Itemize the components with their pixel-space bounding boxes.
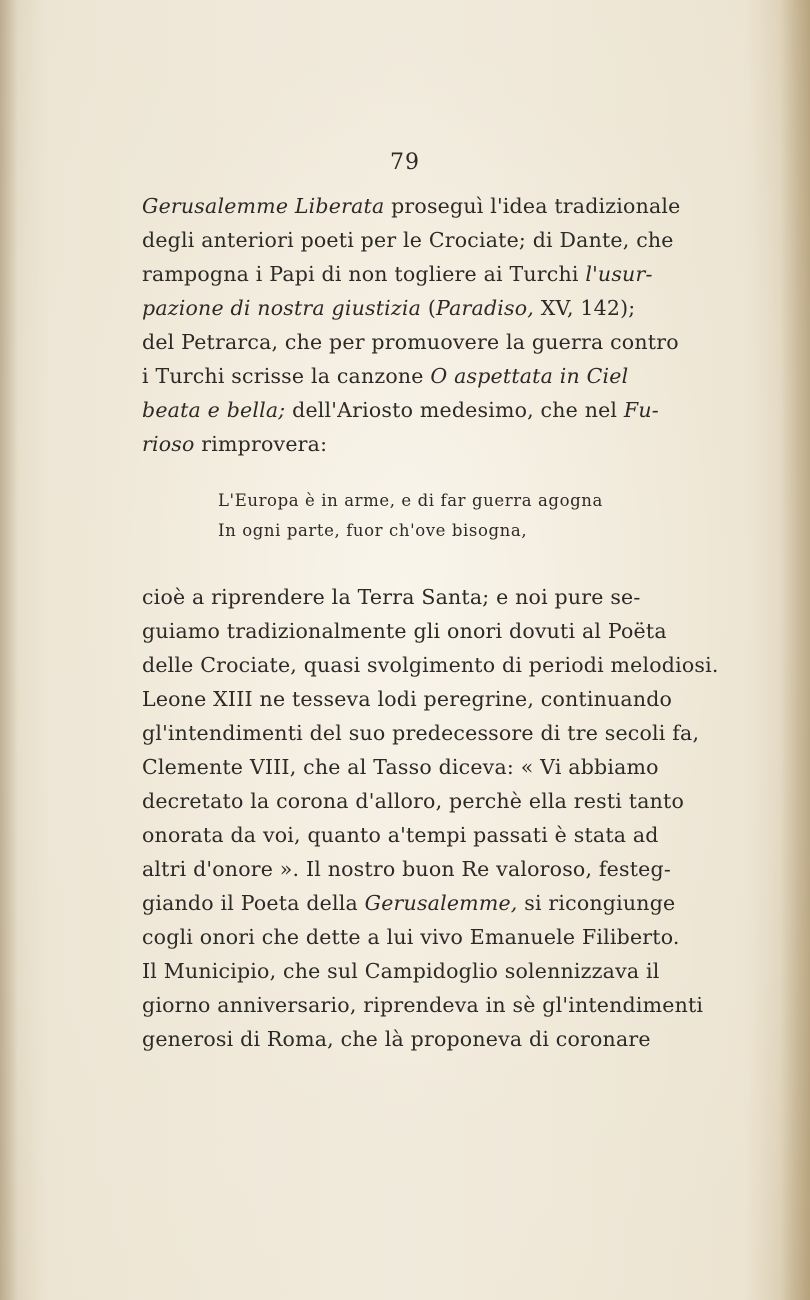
- text-line: Leone XIII ne tesseva lodi peregrine, continuando: [142, 687, 673, 711]
- text-line: beata e bella; dell'Ariosto medesimo, che nel Fu-: [142, 398, 659, 422]
- verse-line: L'Europa è in arme, e di far guerra agogna: [218, 491, 603, 510]
- page-edge-shadow-left: [0, 0, 18, 1300]
- text-line: degli anteriori poeti per le Crociate; di Dante, che: [142, 228, 674, 252]
- text-line: rampogna i Papi di non togliere ai Turchi l'usur-: [142, 262, 653, 286]
- text-line: giorno anniversario, riprendeva in sè gl'intendimenti: [142, 993, 704, 1017]
- text-line: del Petrarca, che per promuovere la guerra contro: [142, 330, 679, 354]
- text-line: generosi di Roma, che là proponeva di coronare: [142, 1027, 651, 1051]
- text-line: Il Municipio, che sul Campidoglio solennizzava il: [142, 959, 660, 983]
- text-line: Gerusalemme Liberata proseguì l'idea tradizionale: [142, 194, 681, 218]
- text-line: delle Crociate, quasi svolgimento di periodi melodiosi.: [142, 653, 719, 677]
- text-line: rioso rimprovera:: [142, 432, 328, 456]
- text-line: Clemente VIII, che al Tasso diceva: « Vi abbiamo: [142, 755, 659, 779]
- text-line: cogli onori che dette a lui vivo Emanuele Filiberto.: [142, 925, 680, 949]
- text-line: altri d'onore ». Il nostro buon Re valoroso, festeg-: [142, 857, 671, 881]
- text-line: i Turchi scrisse la canzone O aspettata in Ciel: [142, 364, 629, 388]
- page-edge-shadow-right: [780, 0, 810, 1300]
- text-line: gl'intendimenti del suo predecessore di tre secoli fa,: [142, 721, 700, 745]
- text-line: pazione di nostra giustizia (Paradiso, XV, 142);: [142, 296, 636, 320]
- text-line: decretato la corona d'alloro, perchè ella resti tanto: [142, 789, 685, 813]
- text-line: cioè a riprendere la Terra Santa; e noi pure se-: [142, 585, 641, 609]
- verse-line: In ogni parte, fuor ch'ove bisogna,: [218, 521, 528, 540]
- text-line: onorata da voi, quanto a'tempi passati è stata ad: [142, 823, 659, 847]
- text-line: giando il Poeta della Gerusalemme, si ricongiunge: [142, 891, 676, 915]
- text-line: guiamo tradizionalmente gli onori dovuti al Poëta: [142, 619, 667, 643]
- page-number: 79: [390, 150, 420, 175]
